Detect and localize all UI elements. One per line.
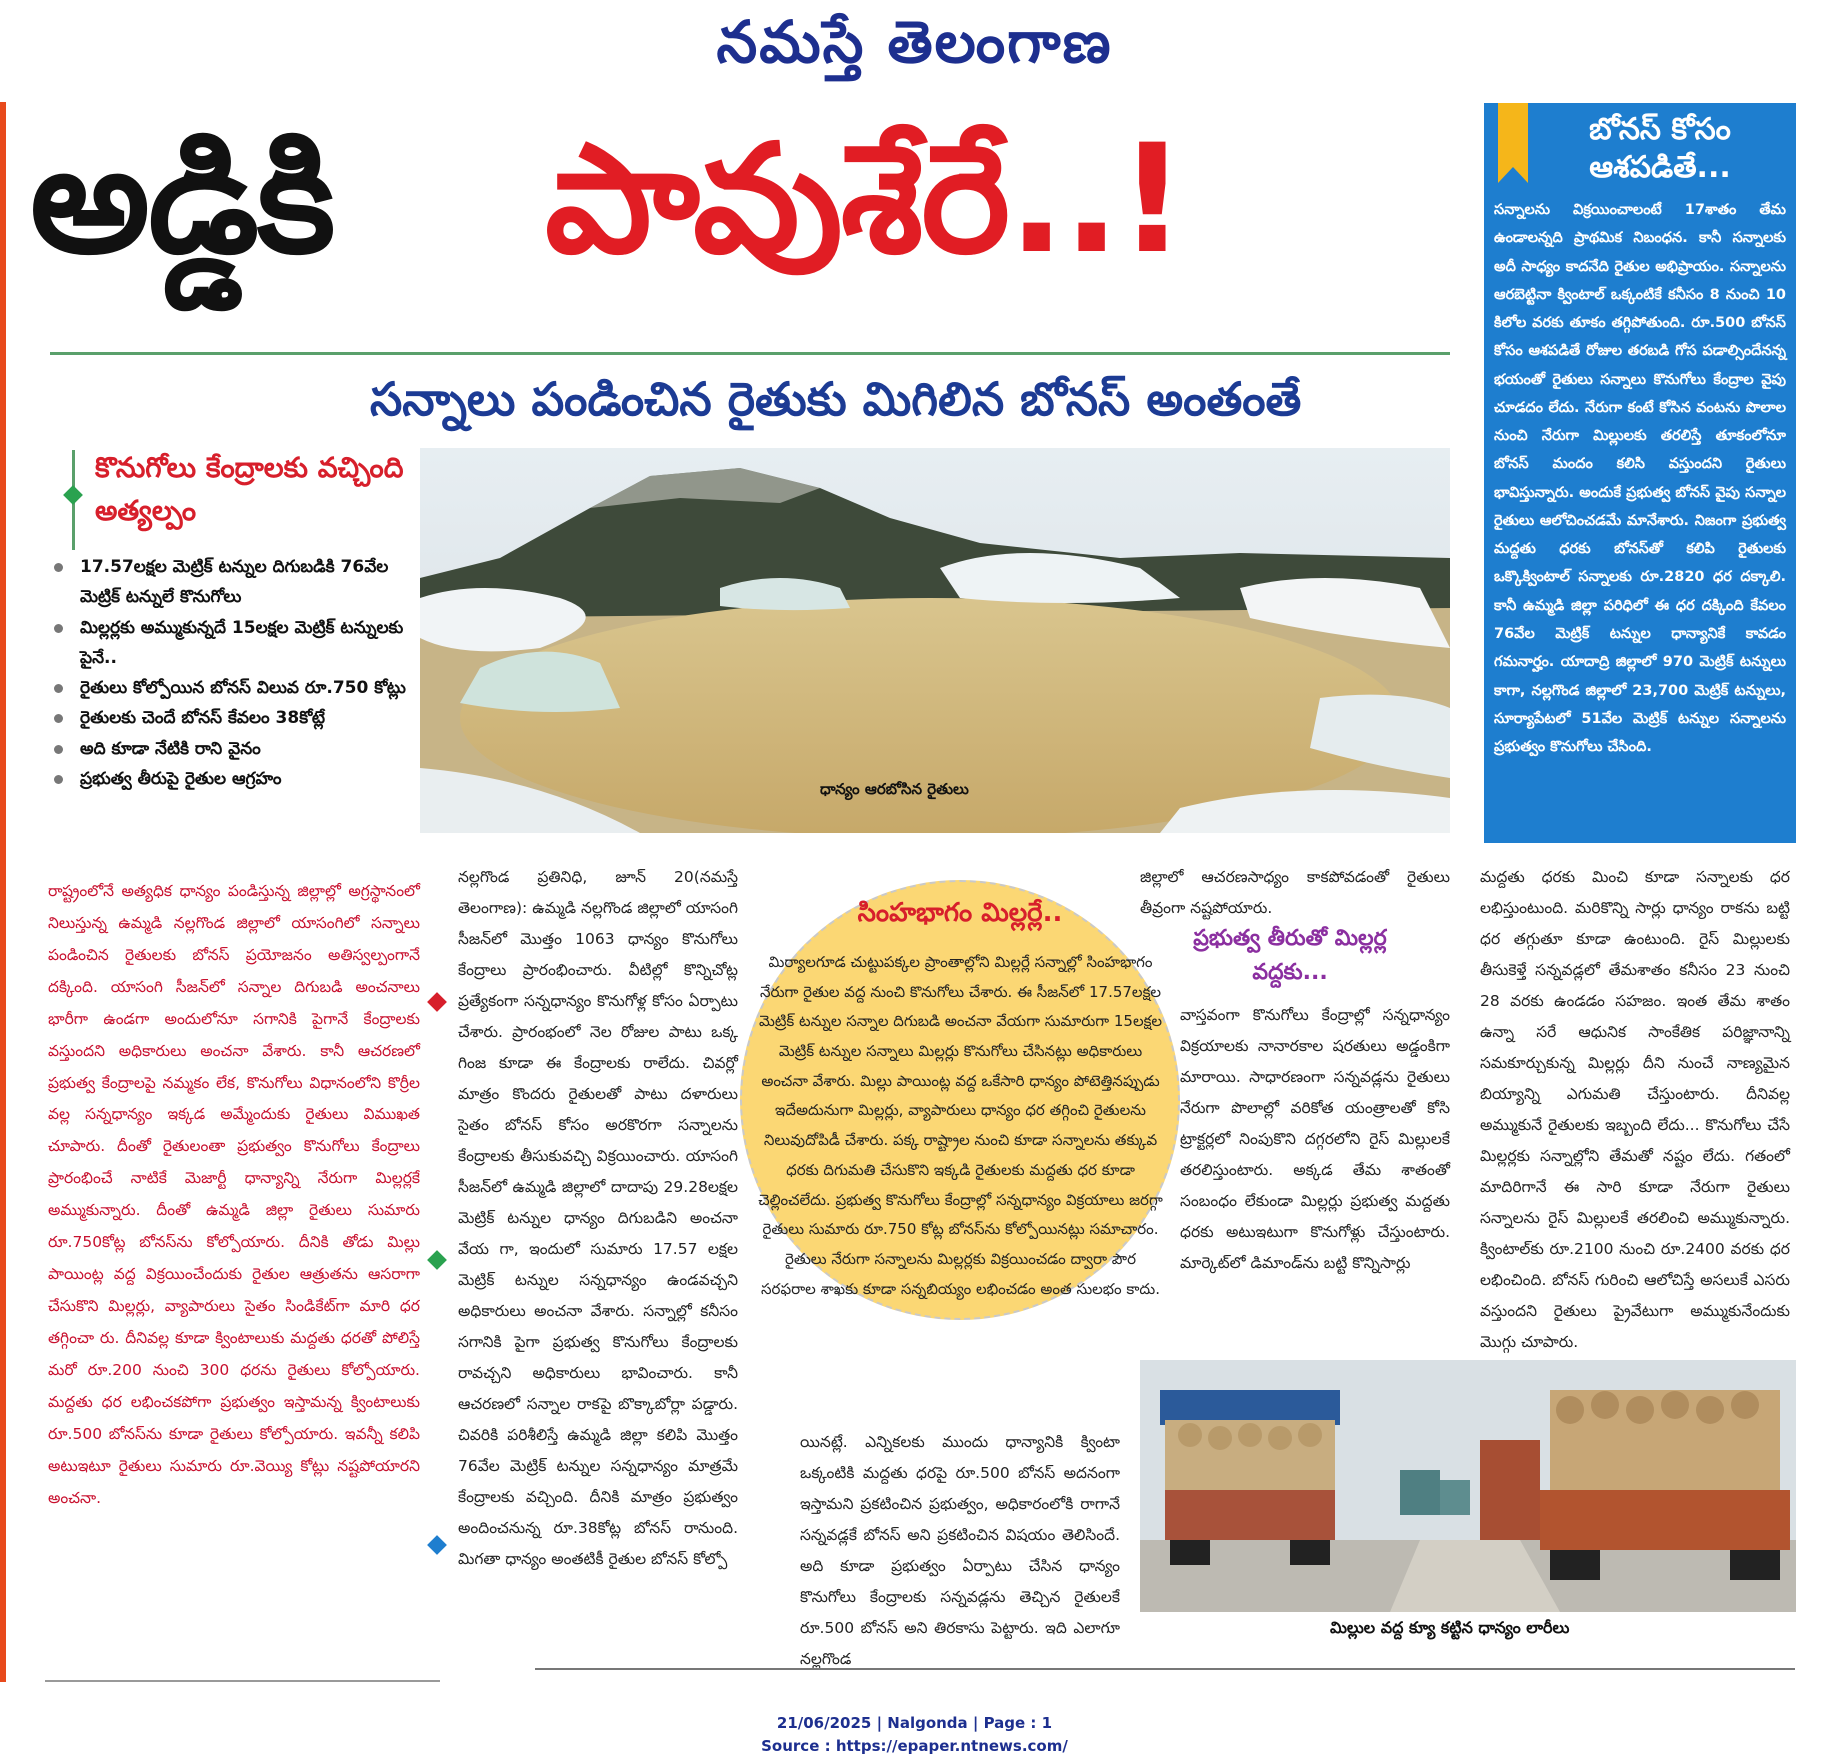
circle-body: మిర్యాలగూడ చుట్టుపక్కల ప్రాంతాల్లోని మిల్లర్లే సన్నాల్లో సింహభాగం నేరుగా రైతుల వద్ద నుంచి కొనుగోలు చేశారు. ఈ సీజన్‌లో 17.57లక్షల మెట్రిక్ టన్నుల సన్నాల దిగుబడి అంచనా వేయగా సుమారుగా 15లక్షల మెట్రిక్ టన్నుల సన్నాలు మిల్లర్లు కొనుగోలు చేసినట్లు అధికారులు అంచనా వేశారు. మిల్లు పాయింట్ల వద్ద ఒకేసారి ధాన్యం పోటెత్తినప్పుడు ఇదేఅదునుగా మిల్లర్లు, వ్యాపారులు ధాన్యం ధర తగ్గించి రైతులను నిలువుదోపిడీ చేశారు. పక్క రాష్ట్రాల నుంచి కూడా సన్నాలను తక్కువ ధరకు దిగుమతి చేసుకొని ఇక్కడి రైతులకు మద్దతు ధర కూడా చెల్లించలేదు. ప్రభుత్వ కొనుగోలు కేంద్రాల్లో సన్నధాన్యం విక్రయాలు జరగ్గా రైతులు సుమారు రూ.750 కోట్ల బోనస్‌ను కోల్పోయినట్లు సమాచారం. రైతులు నేరుగా సన్నాలను మిల్లర్లకు విక్రయించడం ద్వారా పౌర సరఫరాల శాఖకు కూడా సన్నబియ్యం లభించడం అంత సులభం కాదు.: [758, 953, 1163, 1298]
page-footer: [0, 1712, 1829, 1758]
bonus-box-body: సన్నాలను విక్రయించాలంటే 17శాతం తేమ ఉండాలన్నది ప్రాథమిక నిబంధన. కానీ సన్నాలకు అదీ సాధ్యం కాదనేది రైతుల అభిప్రాయం. సన్నాలను ఆరబెట్టినా క్వింటాల్ ఒక్కంటికే కనీసం 8 నుంచి 10 కిలోల వరకు తూకం తగ్గిపోతుంది. రూ.500 బోనస్ కోసం ఆశపడితే రోజుల తరబడి గోస పడాల్సిందేనన్న భయంతో రైతులు సన్నాలు కొనుగోలు కేంద్రాల వైపు చూడదం లేదు. నేరుగా కంటే కోసిన వంటను పొలాల నుంచి నేరుగా మిల్లులకు తరలిస్తే తూకంలోనూ బోనస్ మందం కలిసి వస్తుందని రైతులు భావిస్తున్నారు. అందుకే ప్రభుత్వ బోనస్ వైపు సన్నాల రైతులు ఆలోచించడమే మానేశారు. నిజంగా ప్రభుత్వ మద్దతు ధరకు బోనస్‌తో కలిపి రైతులకు ఒక్కొక్వింటాల్ సన్నాలకు రూ.2820 ధర దక్కాలి. కానీ ఉమ్మడి జిల్లా పరిధిలో ఈ ధర దక్కింది కేవలం 76వేల మెట్రిక్ టన్నుల ధాన్యానికే కావడం గమనార్హం. యాదాద్రి జిల్లాలో 970 మెట్రిక్ టన్నులు కాగా, నల్లగొండ జిల్లాలో 23,700 మెట్రిక్ టన్నులు, సూర్యాపేటలో 51వేల మెట్రిక్ టన్నుల సన్నాలను ప్రభుత్వం కొనుగోలు చేసింది.: [1494, 202, 1786, 756]
sidebar-bullet-list: [50, 552, 430, 794]
red-diamond-icon: [427, 992, 447, 1012]
article-column-2: నల్లగొండ ప్రతినిధి, జూన్ 20(నమస్తే తెలంగాణ): ఉమ్మడి నల్లగొండ జిల్లాలో యాసంగి సీజన్‌లో మొత్తం 1063 ధాన్యం కొనుగోలు కేంద్రాలు ప్రారంభించారు. వీటిల్లో కొన్నిచోట్ల ప్రత్యేకంగా సన్నధాన్యం కొనుగోళ్ల కోసం ఏర్పాటు చేశారు. ప్రారంభంలో నెల రోజుల పాటు ఒక్క గింజ కూడా ఈ కేంద్రాలకు రాలేదు. చివర్లో మాత్రం కొందరు రైతులతో పాటు దళారులు సైతం బోనస్ కోసం అరకొరగా సన్నాలను కేంద్రాలకు తీసుకువచ్చి విక్రయించారు. యాసంగి సీజన్‌లో ఉమ్మడి జిల్లాలో దాదాపు 29.28లక్షల మెట్రిక్ టన్నుల ధాన్యం దిగుబడిని అంచనా వేయ గా, ఇందులో సుమారు 17.57 లక్షల మెట్రిక్ టన్నుల సన్నధాన్యం ఉండవచ్చని అధికారులు అంచనా వేశారు. సన్నాల్లో కనీసం సగానికి పైగా ప్రభుత్వ కొనుగోలు కేంద్రాలకు రావచ్చని అధికారులు భావించారు. కానీ ఆచరణలో సన్నాల రాకపై బొక్కాబోర్లా పడ్డారు. చివరికి పరిశీలిస్తే ఉమ్మడి జిల్లా కలిపి మొత్తం 76వేల మెట్రిక్ టన్నుల సన్నధాన్యం మాత్రమే కేంద్రాలకు వచ్చింది. దీనికి మాత్రం ప్రభుత్వం అందించనున్న రూ.38కోట్ల బోనస్ రానుంది. మిగతా ధాన్యం అంతటికీ రైతుల బోనస్ కోల్పో: [458, 868, 738, 1568]
page-edge-rule: [0, 102, 6, 1682]
blue-diamond-icon: [427, 1535, 447, 1555]
article-column-4-top: జిల్లాలో ఆచరణసాధ్యం కాకపోవడంతో రైతులు తీవ్రంగా నష్టపోయారు.: [1140, 868, 1450, 917]
subheadline: సన్నాలు పండించిన రైతుకు మిగిలిన బోనస్ అంతంతే: [370, 372, 1302, 426]
photo2-caption: మిల్లుల వద్ద క్యూ కట్టిన ధాన్యం లారీలు: [1330, 1618, 1570, 1637]
bullet-item: ప్రభుత్వ తీరుపై రైతుల ఆగ్రహం: [50, 764, 430, 794]
photo-grain-drying: [420, 448, 1450, 833]
headline-red: పావుశేరే..!: [545, 113, 1185, 287]
bullet-item: రైతులకు చెందే బోనస్ కేవలం 38కోట్లే: [50, 703, 430, 733]
article-column-continued: యినట్లే. ఎన్నికలకు ముందు ధాన్యానికి క్వింటా ఒక్కంటికి మద్దతు ధరపై రూ.500 బోనస్ అదనంగా ఇస్తామని ప్రకటించిన ప్రభుత్వం, అధికారంలోకి రాగానే సన్నవడ్లకే బోనస్ అని ప్రకటించిన విషయం తెలిసిందే. అది కూడా ప్రభుత్వం ఏర్పాటు చేసిన ధాన్యం కొనుగోలు కేంద్రాలకు సన్నవడ్లను తెచ్చిన రైతులకే రూ.500 బోనస్ అని తిరకాసు పెట్టారు. ఇది ఎలాగూ నల్లగొండ: [800, 1433, 1120, 1668]
sidebar-title: కొనుగోలు కేంద్రాలకు వచ్చింది అత్యల్పం: [95, 451, 404, 528]
article-column-4: వాస్తవంగా కొనుగోలు కేంద్రాల్లో సన్నధాన్యం విక్రయాలకు నానారకాల షరతులు అడ్డంకిగా మారాయి. సాధారణంగా సన్నవడ్లను రైతులు నేరుగా పొలాల్లో వరికోత యంత్రాలతో కోసి ట్రాక్టర్లలో నింపుకొని దగ్గరలోని రైస్ మిల్లులకే తరలిస్తుంటారు. అక్కడ తేమ శాతంతో సంబంధం లేకుండా మిల్లర్లు ప్రభుత్వ మద్దతు ధరకు అటుఇటుగా కొనుగోళ్లు చేస్తుంటారు. మార్కెట్‌లో డిమాండ్‌ను బట్టి కొన్నిసార్లు: [1180, 1006, 1450, 1272]
bonus-box-title: బోనస్ కోసం ఆశపడితే...: [1589, 112, 1731, 185]
bullet-item: మిల్లర్లకు అమ్ముకున్నదే 15లక్షల మెట్రిక్ టన్నులకు పైనే..: [50, 613, 430, 674]
headline-black: అడ్డికి: [30, 113, 334, 287]
bullet-item: రైతులు కోల్పోయిన బోనస్ విలువ రూ.750 కోట్లు: [50, 673, 430, 703]
bullet-item: 17.57లక్షల మెట్రిక్ టన్నుల దిగుబడికి 76వేల మెట్రిక్ టన్నులే కొనుగోలు: [50, 552, 430, 613]
bottom-divider: [535, 1668, 1795, 1670]
photo1-caption: ధాన్యం ఆరబోసిన రైతులు: [820, 780, 969, 798]
footer-source-link[interactable]: Source : https://epaper.ntnews.com/: [761, 1737, 1068, 1756]
intro-paragraph-red: రాష్ట్రంలోనే అత్యధిక ధాన్యం పండిస్తున్న జిల్లాల్లో అగ్రస్థానంలో నిలుస్తున్న ఉమ్మడి నల్లగొండ జిల్లాలో యాసంగిలో సన్నాలు పండించిన రైతులకు బోనస్ ప్రయోజనం అతిస్వల్పంగానే దక్కింది. యాసంగి సీజన్‌లో సన్నాల దిగుబడి అంచనాలు భారీగా ఉండగా అందులోనూ సగానికి పైగానే కేంద్రాలకు వస్తుందని అధికారులు అంచనా వేశారు. కానీ ఆచరణలో ప్రభుత్వ కేంద్రాలపై నమ్మకం లేక, కొనుగోలు విధానంలోని కొర్రీల వల్ల సన్నధాన్యం ఇక్కడ అమ్మేందుకు రైతులు విముఖత చూపారు. దీంతో రైతులంతా ప్రభుత్వం కొనుగోలు కేంద్రాలు ప్రారంభించే నాటికే మెజార్టీ ధాన్యాన్ని నేరుగా మిల్లర్లకే అమ్ముకున్నారు. దీంతో ఉమ్మడి జిల్లా రైతులు సుమారు రూ.750కోట్ల బోనస్‌ను కోల్పోయారు. దీనికి తోడు మిల్లు పాయింట్ల వద్ద విక్రయించేందుకు రైతుల ఆత్రుతను ఆసరాగా చేసుకొని మిల్లర్లు, వ్యాపారులు సైతం సిండికేట్‌గా మారి ధర తగ్గించా రు. దీనివల్ల కూడా క్వింటాలుకు మద్దతు ధరతో పోలిస్తే మరో రూ.200 నుంచి 300 ధరను రైతులు కోల్పోయారు. మద్దతు ధర లభించకపోగా ప్రభుత్వం ఇస్తామన్న క్వింటాలుకు రూ.500 బోనస్‌ను కూడా రైతులు కోల్పోయారు. ఇవన్నీ కలిపి అటుఇటూ రైతులు సుమారు రూ.వెయ్యి కోట్లు నష్టపోయారని అంచనా.: [48, 882, 420, 1507]
footer-date-edition: 21/06/2025 | Nalgonda | Page : 1: [776, 1714, 1053, 1732]
circle-title: సింహభాగం మిల్లర్లే..: [857, 898, 1063, 928]
grain-drying-illustration: [420, 448, 1450, 833]
photo-grain-lorries: [1140, 1360, 1796, 1612]
green-diamond-icon: [63, 485, 83, 505]
masthead-logo: నమస్తే తెలంగాణ: [716, 8, 1113, 76]
lorries-illustration: [1140, 1360, 1796, 1612]
bonus-sidebar-box: [1484, 103, 1796, 843]
subsection-heading: ప్రభుత్వ తీరుతో మిల్లర్ల వద్దకు...: [1193, 926, 1387, 986]
bullet-item: అది కూడా నేటికి రాని వైనం: [50, 734, 430, 764]
bottom-divider-left: [45, 1680, 440, 1682]
headline-divider: [50, 352, 1450, 355]
article-column-5: మద్దతు ధరకు మించి కూడా సన్నాలకు ధర లభిస్తుంటుంది. మరికొన్ని సార్లు ధాన్యం రాకను బట్టి ధర తగ్గుతూ కూడా ఉంటుంది. రైస్ మిల్లులకు తీసుకెళ్తే సన్నవడ్లలో తేమశాతం కనీసం 23 నుంచి 28 వరకు ఉండడం సహజం. ఇంత తేమ శాతం ఉన్నా సరే ఆధునిక సాంకేతిక పరిజ్ఞానాన్ని సమకూర్చుకున్న మిల్లర్లు దీని నుంచే నాణ్యమైన బియ్యాన్ని ఎగుమతి చేస్తుంటారు. దీనివల్ల అమ్ముకునే రైతులకు ఇబ్బంది లేదు... కొనుగోలు చేసే మిల్లర్లకు సన్నాల్లోని తేమతో నష్టం లేదు. గతంలో మాదిరిగానే ఈ సారి కూడా నేరుగా రైతులు సన్నాలను రైస్ మిల్లులకే తరలించి అమ్ముకున్నారు. క్వింటాల్‌కు రూ.2100 నుంచి రూ.2400 వరకు ధర లభించింది. బోనస్ గురించి ఆలోచిస్తే అసలుకే ఎసరు వస్తుందని రైతులు ప్రైవేటుగా అమ్ముకునేందుకు మొగ్గు చూపారు.: [1480, 868, 1790, 1351]
green-diamond-icon: [427, 1250, 447, 1270]
